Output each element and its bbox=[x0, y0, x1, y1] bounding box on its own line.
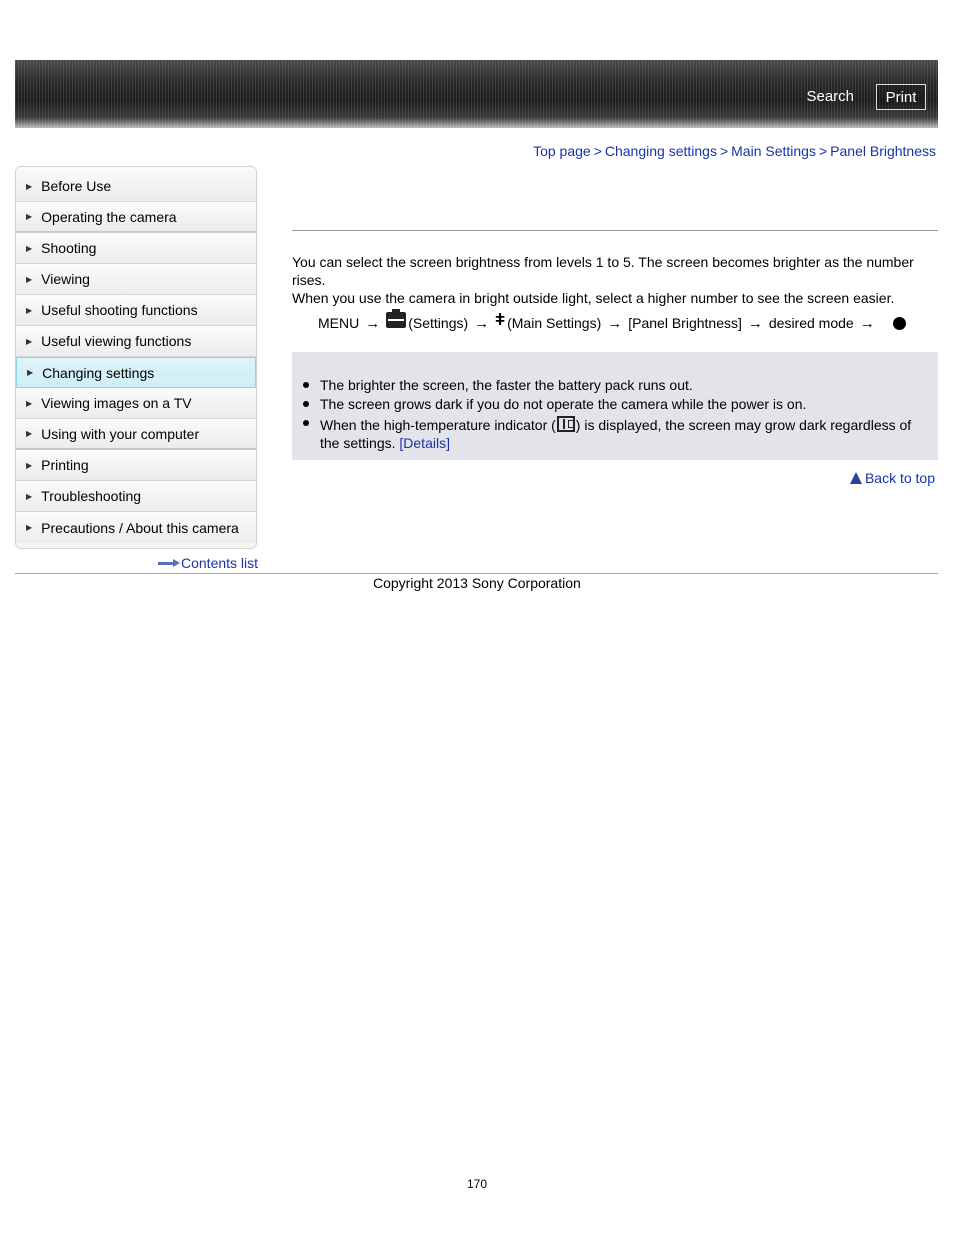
sidebar-item-useful-shooting-functions[interactable] bbox=[16, 295, 256, 326]
sidebar-nav bbox=[15, 166, 257, 549]
notes-box bbox=[292, 352, 938, 460]
footer-divider bbox=[15, 573, 938, 574]
sidebar-item-troubleshooting[interactable] bbox=[16, 481, 256, 512]
sidebar-item-using-with-your-computer[interactable] bbox=[16, 419, 256, 450]
back-to-top-link[interactable] bbox=[850, 470, 935, 486]
intro-paragraph: You can select the screen brightness from levels 1 to 5. The screen becomes brighter as the number rises. bbox=[292, 254, 914, 288]
sidebar-item-label: Troubleshooting bbox=[41, 488, 142, 504]
panel-brightness-label: [Panel Brightness] bbox=[628, 315, 742, 331]
note-text: When the high-temperature indicator ( bbox=[320, 417, 556, 433]
triangle-right-icon: ▶ bbox=[26, 523, 33, 532]
sidebar-item-before-use[interactable] bbox=[16, 167, 256, 202]
triangle-right-icon: ▶ bbox=[26, 212, 33, 221]
menu-label: MENU bbox=[318, 315, 360, 331]
main-settings-label: (Main Settings) bbox=[507, 315, 602, 331]
arrow-right-icon: → bbox=[474, 314, 490, 332]
breadcrumb-main-settings[interactable]: Main Settings bbox=[731, 143, 816, 159]
breadcrumb bbox=[533, 143, 936, 159]
sidebar-item-label: Shooting bbox=[41, 240, 97, 256]
center-button-icon bbox=[893, 317, 906, 330]
sidebar-item-viewing[interactable] bbox=[16, 264, 256, 295]
arrow-right-icon: → bbox=[859, 314, 875, 332]
sidebar-item-changing-settings[interactable] bbox=[16, 357, 256, 388]
triangle-right-icon: ▶ bbox=[26, 181, 33, 191]
breadcrumb-separator: > bbox=[818, 143, 828, 159]
triangle-right-icon: ▶ bbox=[26, 491, 33, 501]
breadcrumb-separator: > bbox=[593, 143, 602, 159]
arrow-right-icon: → bbox=[747, 314, 763, 332]
desired-mode-label: desired mode bbox=[768, 315, 854, 331]
triangle-right-icon: ▶ bbox=[27, 368, 34, 377]
arrow-right-icon: → bbox=[607, 314, 623, 332]
sidebar-item-shooting[interactable] bbox=[16, 233, 256, 264]
intro-text bbox=[292, 253, 938, 307]
note-item bbox=[302, 414, 932, 452]
arrow-right-icon bbox=[158, 558, 180, 568]
sidebar-item-label: Useful viewing functions bbox=[41, 333, 192, 349]
sidebar-item-useful-viewing-functions[interactable] bbox=[16, 326, 256, 357]
triangle-right-icon: ▶ bbox=[26, 336, 33, 346]
triangle-right-icon: ▶ bbox=[26, 274, 33, 284]
notes-list bbox=[302, 376, 932, 453]
intro-paragraph: When you use the camera in bright outside light, select a higher number to see the screen easier. bbox=[292, 290, 895, 306]
settings-toolbox-icon bbox=[386, 312, 406, 328]
arrow-right-icon: → bbox=[365, 314, 381, 332]
details-link[interactable]: [Details] bbox=[399, 435, 450, 451]
triangle-right-icon: ▶ bbox=[26, 460, 33, 470]
sidebar-item-label: Using with your computer bbox=[41, 425, 200, 442]
main-settings-wrench-icon: ǂ bbox=[495, 310, 506, 329]
settings-label: (Settings) bbox=[408, 315, 469, 331]
note-text: ) is displayed, the screen may grow dark regardless of the settings. bbox=[320, 417, 912, 451]
triangle-right-icon: ▶ bbox=[26, 243, 33, 253]
sidebar-item-label: Viewing bbox=[41, 271, 90, 287]
sidebar-item-label: Printing bbox=[41, 457, 89, 473]
breadcrumb-top-page[interactable]: Top page bbox=[533, 143, 591, 159]
up-triangle-icon bbox=[850, 472, 862, 484]
breadcrumb-panel-brightness[interactable]: Panel Brightness bbox=[830, 143, 936, 159]
menu-path bbox=[318, 310, 906, 333]
contents-list-link[interactable] bbox=[158, 555, 258, 571]
sidebar-item-operating-the-camera[interactable] bbox=[16, 202, 256, 233]
high-temperature-icon bbox=[557, 416, 575, 432]
sidebar-item-label: Before Use bbox=[41, 178, 112, 194]
breadcrumb-changing-settings[interactable]: Changing settings bbox=[604, 143, 717, 159]
print-button[interactable]: Print bbox=[876, 84, 926, 110]
breadcrumb-separator: > bbox=[719, 143, 729, 159]
triangle-right-icon: ▶ bbox=[26, 305, 33, 315]
triangle-right-icon: ▶ bbox=[26, 398, 33, 408]
note-item: The brighter the screen, the faster the battery pack runs out. bbox=[302, 376, 932, 394]
contents-list-label: Contents list bbox=[181, 555, 259, 571]
sidebar-item-label: Viewing images on a TV bbox=[41, 395, 192, 411]
search-link[interactable]: Search bbox=[806, 88, 854, 105]
header-bar bbox=[15, 60, 938, 128]
page-number: 170 bbox=[466, 1177, 488, 1191]
back-to-top-label: Back to top bbox=[864, 470, 935, 486]
sidebar-item-printing[interactable] bbox=[16, 450, 256, 481]
sidebar-item-label: Operating the camera bbox=[41, 208, 177, 225]
sidebar-item-precautions[interactable] bbox=[16, 512, 256, 543]
sidebar-item-viewing-images-on-a-tv[interactable] bbox=[16, 388, 256, 419]
note-item: The screen grows dark if you do not operate the camera while the power is on. bbox=[302, 395, 932, 413]
copyright: Copyright 2013 Sony Corporation bbox=[373, 575, 581, 591]
sidebar-item-label: Useful shooting functions bbox=[41, 302, 198, 318]
sidebar-item-label: Precautions / About this camera bbox=[41, 519, 239, 536]
title-divider bbox=[292, 230, 938, 231]
sidebar-item-label: Changing settings bbox=[42, 364, 155, 381]
triangle-right-icon: ▶ bbox=[26, 429, 33, 438]
